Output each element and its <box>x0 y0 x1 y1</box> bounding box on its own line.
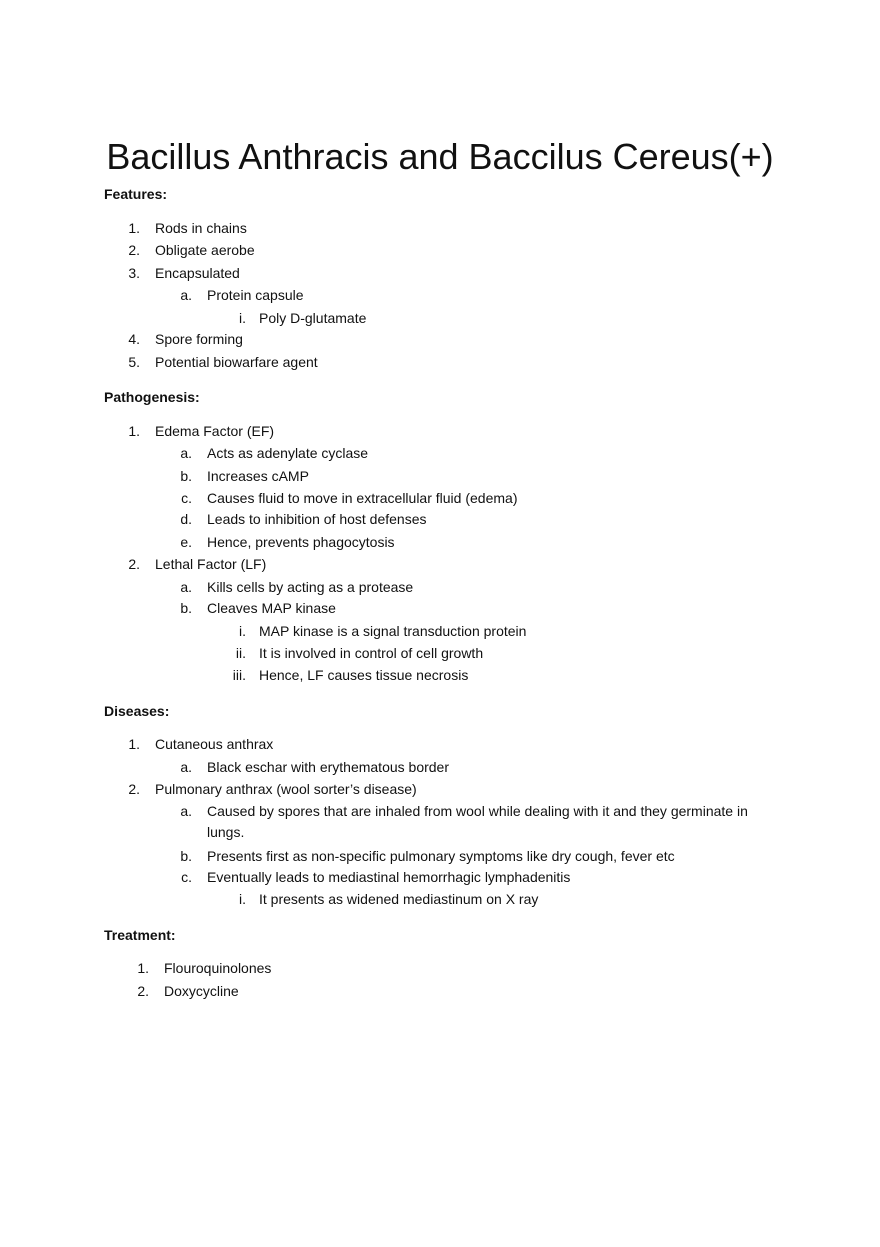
list-marker: i. <box>239 310 246 326</box>
list-item-text: Encapsulated <box>155 265 240 281</box>
list-marker: b. <box>180 848 192 864</box>
list-marker: iii. <box>232 667 246 683</box>
list-item-text: Causes fluid to move in extracellular fluid (edema) <box>207 490 518 506</box>
list-item-text: lungs. <box>207 824 245 840</box>
list-item-text: Hence, prevents phagocytosis <box>207 534 395 550</box>
list-marker: d. <box>180 511 192 527</box>
list-item-text: It is involved in control of cell growth <box>259 645 484 661</box>
list-marker: 5. <box>128 354 140 370</box>
list-marker: ii. <box>235 645 246 661</box>
list-marker: 4. <box>128 331 140 347</box>
list-marker: a. <box>180 445 192 461</box>
list-marker: a. <box>180 759 192 775</box>
list-item-text: Cutaneous anthrax <box>155 736 274 752</box>
list-marker: e. <box>180 534 192 550</box>
list-marker: 2. <box>128 781 140 797</box>
list-item-text: Spore forming <box>155 331 243 347</box>
list-marker: 2. <box>128 556 140 572</box>
list-item-text: Black eschar with erythematous border <box>207 759 449 775</box>
list-item-text: MAP kinase is a signal transduction protein <box>259 623 527 639</box>
list-item-text: Hence, LF causes tissue necrosis <box>259 667 469 683</box>
list-marker: a. <box>180 803 192 819</box>
list-item-text: Eventually leads to mediastinal hemorrhagic lymphadenitis <box>207 869 571 885</box>
diseases-heading: Diseases: <box>104 703 170 719</box>
list-marker: 1. <box>128 736 140 752</box>
list-marker: a. <box>180 579 192 595</box>
list-marker: a. <box>180 287 192 303</box>
list-item-text: Leads to inhibition of host defenses <box>207 511 427 527</box>
list-marker: 1. <box>128 220 140 236</box>
list-marker: c. <box>181 490 192 506</box>
list-item-text: Protein capsule <box>207 287 304 303</box>
features-heading: Features: <box>104 186 168 202</box>
page-title: Bacillus Anthracis and Baccilus Cereus(+) <box>106 136 774 177</box>
list-marker: 1. <box>128 423 140 439</box>
list-item-text: Pulmonary anthrax (wool sorter’s disease) <box>155 781 417 797</box>
list-marker: 2. <box>128 242 140 258</box>
list-item-text: Edema Factor (EF) <box>155 423 275 439</box>
list-marker: i. <box>239 623 246 639</box>
list-item-text: Flouroquinolones <box>164 960 272 976</box>
list-item-text: Lethal Factor (LF) <box>155 556 267 572</box>
list-item-text: Cleaves MAP kinase <box>207 600 336 616</box>
list-item-text: Acts as adenylate cyclase <box>207 445 369 461</box>
list-item-text: Kills cells by acting as a protease <box>207 579 414 595</box>
list-item-text: It presents as widened mediastinum on X ray <box>259 891 539 907</box>
list-item-text: Rods in chains <box>155 220 247 236</box>
list-item-text: Doxycycline <box>164 983 239 999</box>
list-item-text: Increases cAMP <box>207 468 309 484</box>
list-marker: b. <box>180 600 192 616</box>
list-marker: b. <box>180 468 192 484</box>
list-item-text: Presents first as non-specific pulmonary symptoms like dry cough, fever etc <box>207 848 675 864</box>
list-item-text: Potential biowarfare agent <box>155 354 318 370</box>
list-item-text: Poly D-glutamate <box>259 310 367 326</box>
pathogenesis-heading: Pathogenesis: <box>104 389 200 405</box>
list-marker: 1. <box>137 960 149 976</box>
list-marker: 2. <box>137 983 149 999</box>
list-marker: c. <box>181 869 192 885</box>
treatment-heading: Treatment: <box>104 927 176 943</box>
list-marker: 3. <box>128 265 140 281</box>
list-item-text: Caused by spores that are inhaled from wool while dealing with it and they germinate in <box>207 803 748 819</box>
list-marker: i. <box>239 891 246 907</box>
list-item-text: Obligate aerobe <box>155 242 255 258</box>
